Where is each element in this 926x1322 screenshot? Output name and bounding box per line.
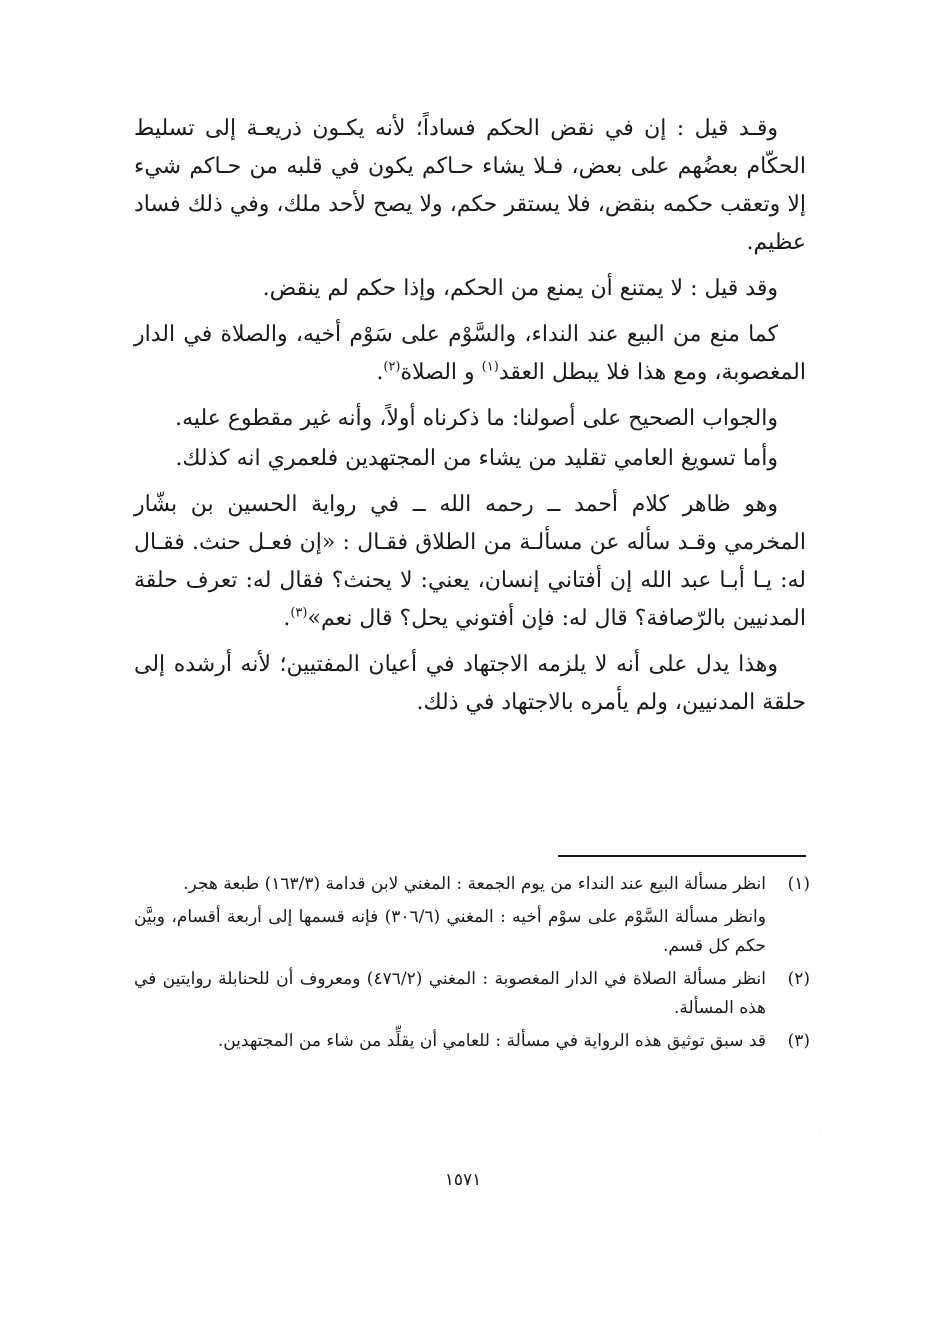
footnote-3-text: قد سبق توثيق هذه الرواية في مسألة : للعامي أن يقلِّد من شاء من المجتهدين. [217, 1031, 766, 1051]
footnotes [134, 870, 810, 1060]
paragraph-nullify-judgment: وقـد قيل : إن في نقض الحكم فساداً؛ لأنه يكـون ذريعـة إلى تسليط الحكّام بعضُهم على بعض، فـلا يشاء حـاكم يكون في قلبه من حـاكم شيء إلا وتعقب حكمه بنقض، فلا يستقر حكم، ولا يصح لأحد ملك، وفي ذلك فساد عظيم. [134, 116, 806, 255]
paragraph-examples-text: كما منع من البيع عند النداء، والسَّوْم على سَوْم أخيه، والصلاة في الدار المغصوبة، ومع هذا فلا يبطل العقد [134, 322, 806, 385]
page-number: ١٥٧١ [444, 1170, 482, 1190]
paragraph-answer: والجواب الصحيح على أصولنا: ما ذكرناه أولاً، وأنه غير مقطوع عليه. [175, 406, 778, 431]
paragraph-ahmad-text: وهو ظاهر كلام أحمد ــ رحمه الله ــ في رواية الحسين بن بشّار المخرمي وقـد سأله عن مسألـة من الطلاق فقـال : «إن فعـل حنث. فقـال له: يـا أبـا عبد الله إن أفتاني إنسان، يعني: لا يحنث؟ فقال له: تعرف حلقة المدنيين بالرّصافة؟ قال له: فإن أفتوني يحل؟ قال نعم» [134, 492, 806, 631]
paragraph-conclusion: وهذا يدل على أنه لا يلزمه الاجتهاد في أعيان المفتيين؛ لأنه أرشده إلى حلقة المدنيين، ولم يأمره بالاجتهاد في ذلك. [134, 652, 806, 715]
footnote-ref-1[interactable]: (١) [481, 359, 499, 375]
footnote-3-number: (٣) [787, 1031, 810, 1051]
paragraph-examples-mid: و الصلاة [400, 360, 482, 385]
footnote-2 [134, 965, 810, 1023]
footnote-1-continuation: وانظر مسألة السَّوْم على سوْم أخيه : المغني (٣٠٦/٦) فإنه قسمها إلى أربعة أقسام، وبيَّن حكم كل قسم. [134, 907, 766, 956]
paragraph-ahmad-end: . [283, 606, 291, 631]
paragraph-examples [134, 316, 806, 392]
footnote-1 [134, 870, 810, 899]
footnote-1-number: (١) [787, 874, 810, 894]
footnote-2-text: انظر مسألة الصلاة في الدار المغصوبة : المغني (٤٧٦/٢) ومعروف أن للحنابلة روايتين في هذه المسألة. [134, 969, 766, 1018]
footnote-ref-3[interactable]: (٣) [290, 605, 308, 621]
footnote-2-number: (٢) [787, 969, 810, 989]
footnote-ref-2[interactable]: (٢) [383, 359, 401, 375]
footnote-3 [134, 1027, 810, 1056]
footnote-1-text: انظر مسألة البيع عند النداء من يوم الجمعة : المغني لابن قدامة (١٦٣/٣) طبعة هجر. [183, 874, 766, 894]
main-text [134, 110, 806, 730]
paragraph-no-prohibition: وقد قيل : لا يمتنع أن يمنع من الحكم، وإذا حكم لم ينقض. [262, 276, 778, 301]
scan-mark [820, 1130, 821, 1131]
paragraph-examples-end: . [376, 360, 384, 385]
footnote-separator [558, 855, 806, 857]
paragraph-ahmad [134, 486, 806, 638]
paragraph-layman: وأما تسويغ العامي تقليد من يشاء من المجتهدين فلعمري انه كذلك. [175, 446, 778, 471]
